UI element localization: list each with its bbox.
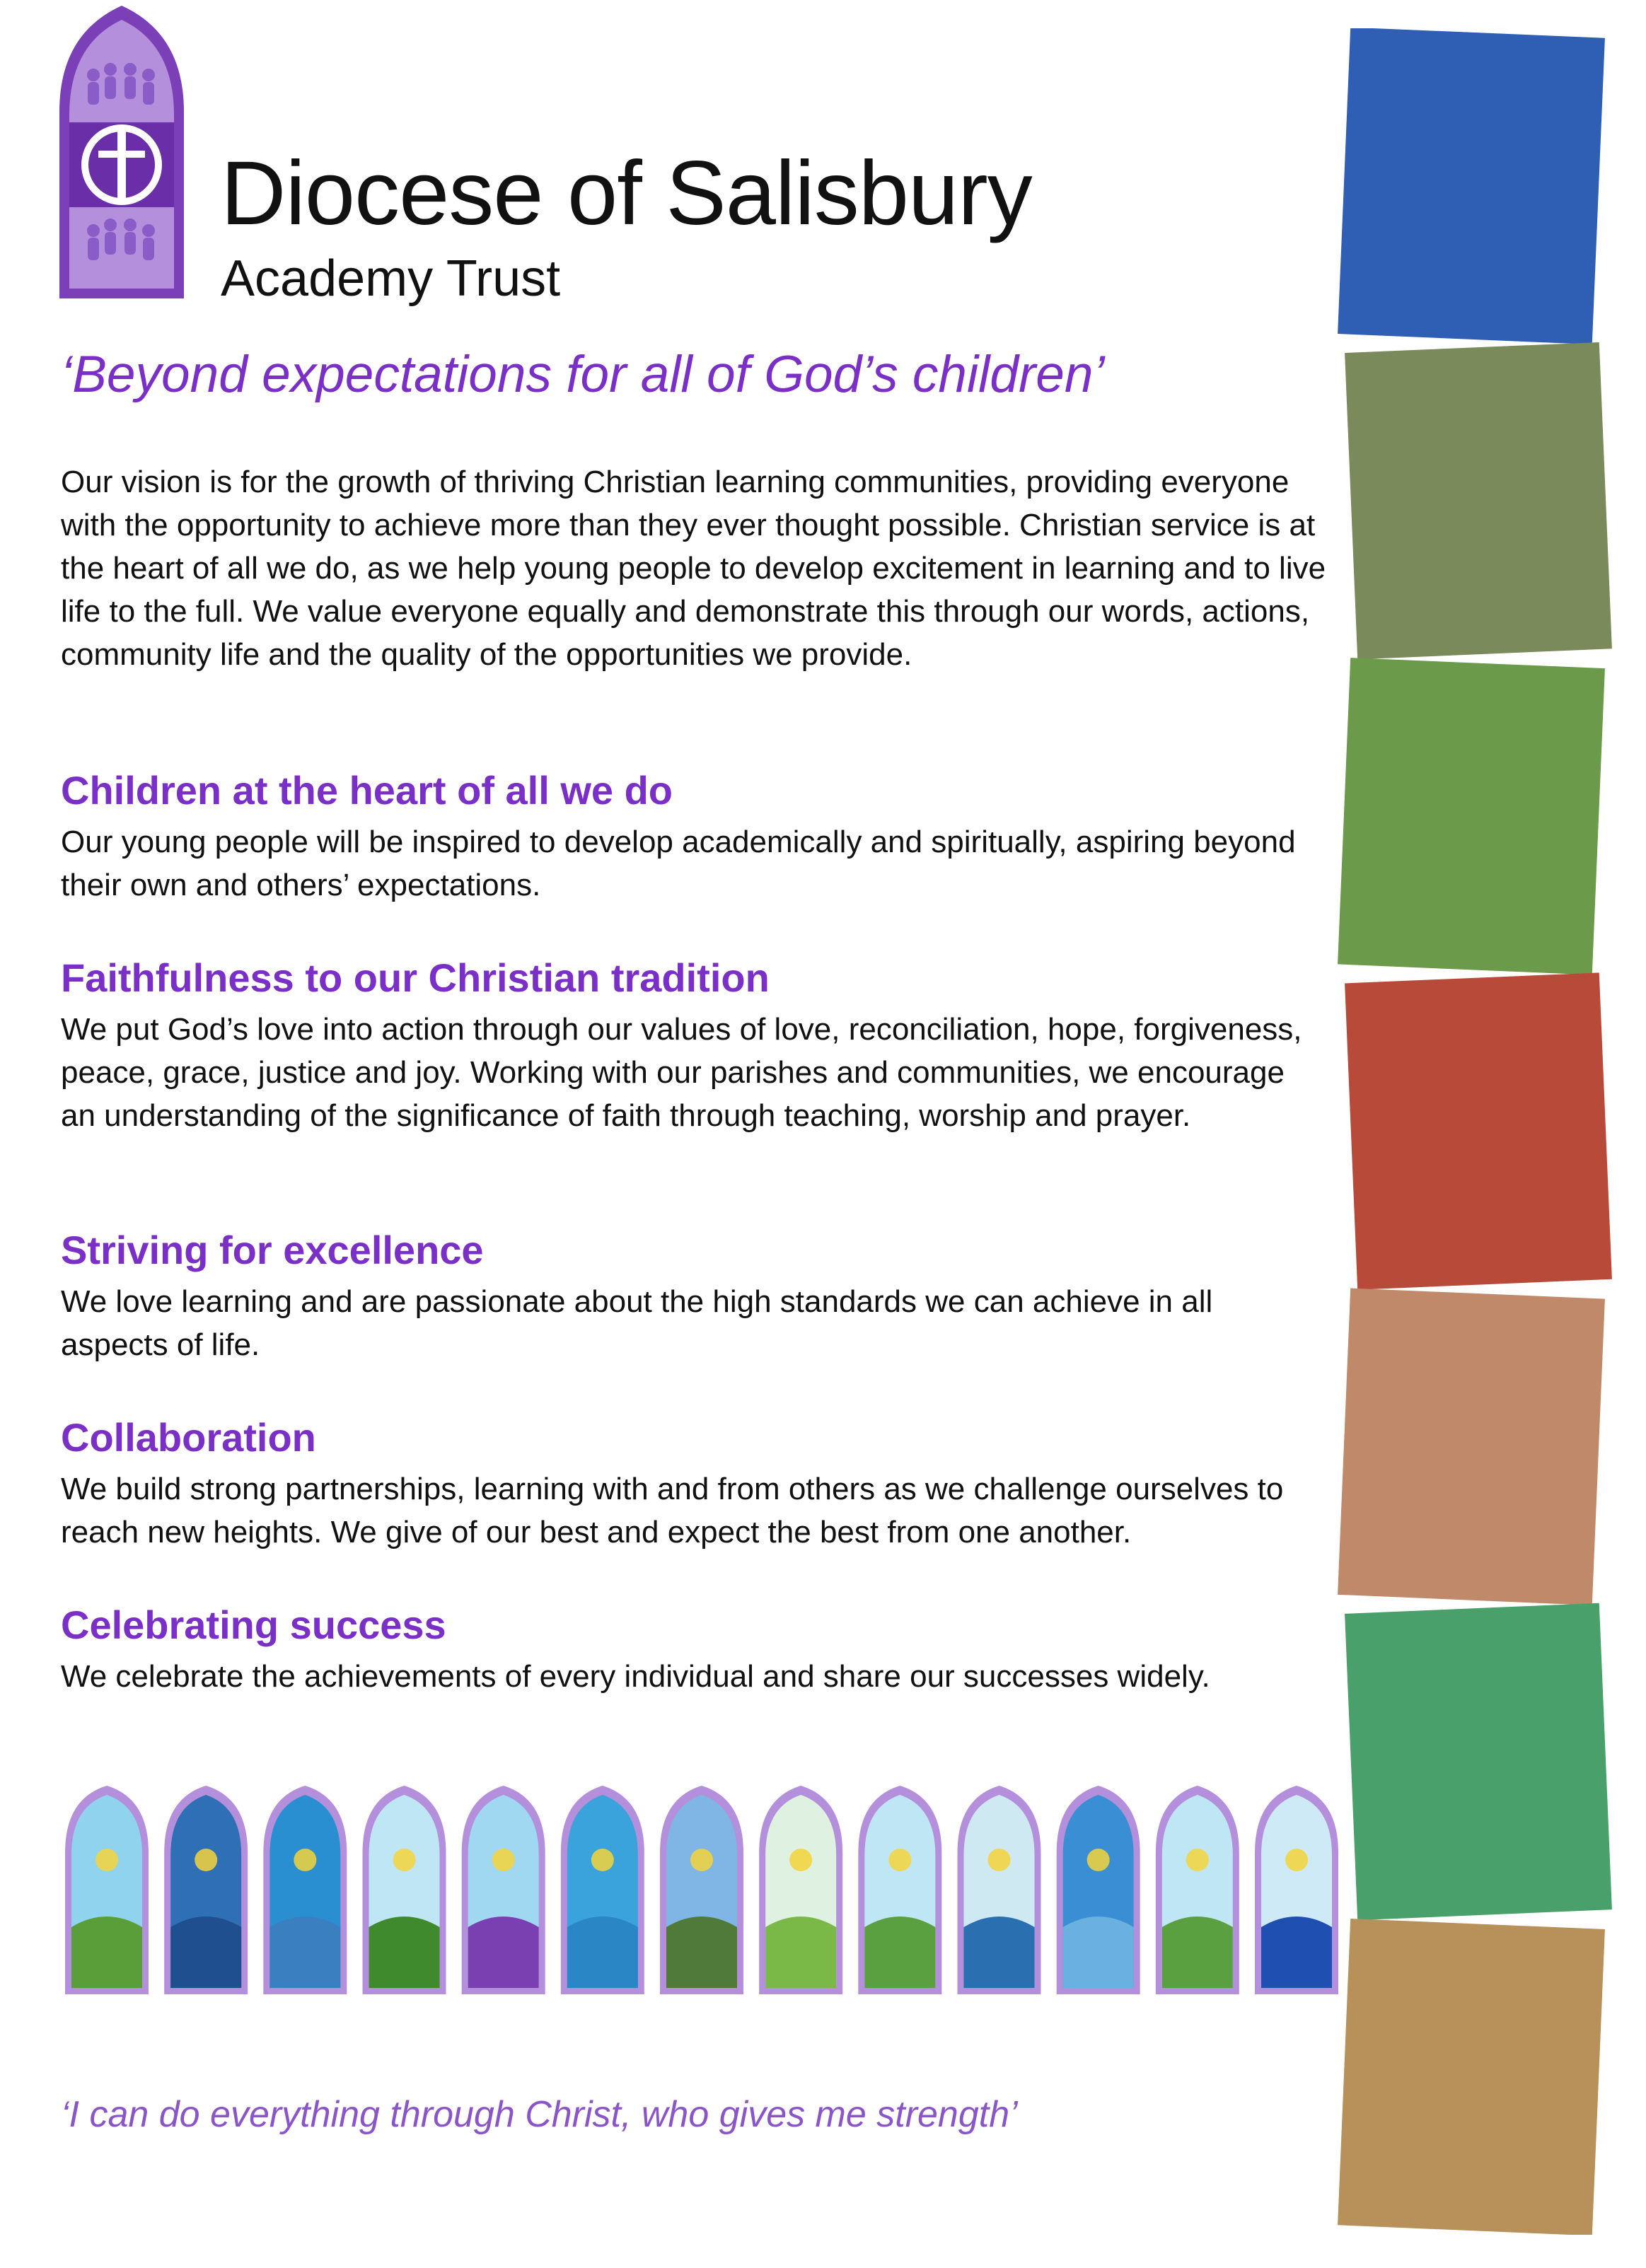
hut-hill-window-icon: [858, 1786, 941, 1994]
rainbow-tower-window-icon: [462, 1786, 545, 1994]
section-heading: Faithfulness to our Christian tradition: [61, 955, 770, 1000]
intro-paragraph: Our vision is for the growth of thriving Christian learning communities, providing everyone with the opportunity to achieve more than they ever thought possible. Christian service is at the heart of all we do, as we help young people to develop excitement in learning and to live life to the full. We value everyone equally and demonstrate this through our words, actions, community life and the quality of the opportunities we provide.: [61, 465, 1326, 672]
section-body: Our young people will be inspired to develop academically and spiritually, aspiring beyond their own and others’ expectations.: [61, 825, 1296, 902]
girl-jumping-photo: [1338, 658, 1605, 975]
tagline: ‘Beyond expectations for all of God’s children’: [61, 346, 1105, 403]
diocese-logo: [59, 6, 184, 298]
tree-stream-window-icon: [759, 1786, 842, 1994]
teddy-bear-photo: [1338, 1919, 1605, 2235]
section-body: We love learning and are passionate about the high standards we can achieve in all aspects of life.: [61, 1284, 1213, 1362]
closing-quote: ‘I can do everything through Christ, who gives me strength’: [61, 2094, 1018, 2135]
sunrise-hills-window-icon: [65, 1786, 149, 1994]
section-body: We celebrate the achievements of every individual and share our successes widely.: [61, 1659, 1210, 1694]
section-body: We put God’s love into action through our values of love, reconciliation, hope, forgiveness, peace, grace, justice and joy. Working with our parishes and communities, we encourage an understanding of the significance of faith through teaching, worship and prayer.: [61, 1012, 1302, 1133]
section-heading: Celebrating success: [61, 1603, 446, 1647]
boy-climbing-wall-photo: [1345, 1603, 1612, 1920]
section-heading: Striving for excellence: [61, 1228, 484, 1272]
apple-tree-children-photo: [1345, 972, 1612, 1289]
section-heading: Collaboration: [61, 1415, 316, 1460]
river-sun-window-icon: [660, 1786, 743, 1994]
sunburst-ladder-window-icon: [1057, 1786, 1140, 1994]
section-body: We build strong partnerships, learning with and from others as we challenge ourselves to reach new heights. We give of our best and expect the best from one another.: [61, 1472, 1284, 1549]
celtic-knot-window-icon: [561, 1786, 644, 1994]
sun-church-window-icon: [263, 1786, 347, 1994]
cross-fish-window-icon: [1255, 1786, 1338, 1994]
stained-glass-windows: [65, 1786, 1338, 1998]
tree-hands-window-icon: [1156, 1786, 1239, 1994]
photo-collage: [1330, 28, 1627, 2235]
sun-boat-window-icon: [958, 1786, 1041, 1994]
org-name: Diocese of Salisbury: [221, 143, 1032, 244]
org-subtitle: Academy Trust: [221, 250, 561, 307]
girl-guitar-photo: [1338, 1289, 1605, 1605]
girl-flowers-photo: [1345, 342, 1612, 659]
section-heading: Children at the heart of all we do: [61, 768, 673, 813]
cross-window-icon: [164, 1786, 248, 1994]
children-circle-photo: [1338, 28, 1605, 344]
trees-window-icon: [363, 1786, 446, 1994]
